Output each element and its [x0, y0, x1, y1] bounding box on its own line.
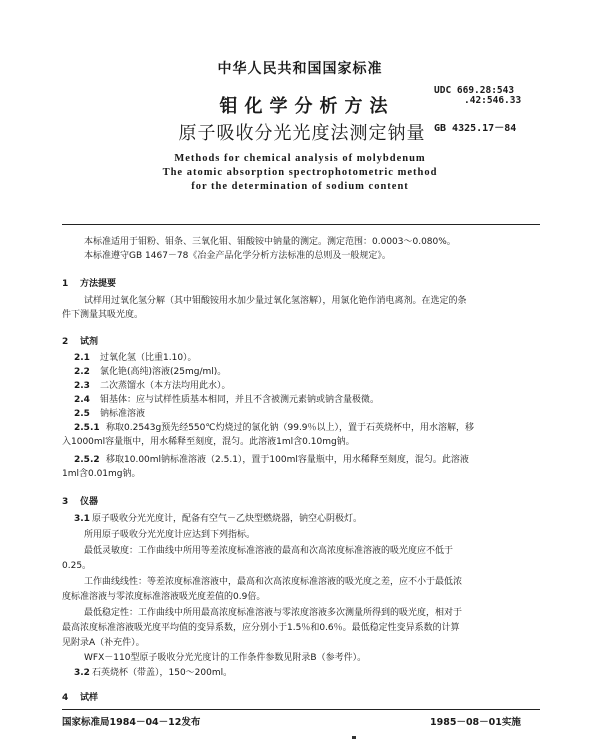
reagent-2-2-number: 2.2: [74, 367, 90, 377]
reagent-2-2: [74, 366, 226, 378]
section-1-number: 1: [62, 279, 69, 289]
sensitivity-line-2: 0.25。: [62, 561, 92, 571]
reagent-2-5-2-text-1: 移取10.00ml钠标准溶液（2.5.1），置于100ml容量瓶中，用水稀释至刻度，混匀。此溶液: [106, 455, 469, 465]
instrument-3-2-number: 3.2: [74, 668, 90, 678]
reagent-2-5-1-text-1: 称取0.2543g预先经550℃灼烧过的氯化钠（99.9％以上），置于石英烧杯中，用水溶解，移: [106, 423, 475, 433]
instrument-3-1-number: 3.1: [74, 514, 90, 524]
linearity-line-1: 工作曲线线性：等差浓度标准溶液中，最高和次高浓度标准溶液的吸光度之差，应不小于最低浓: [84, 577, 463, 587]
section-1-title: 方法提要: [80, 279, 117, 289]
bottom-divider: [62, 709, 540, 710]
instrument-spec-intro: 所用原子吸收分光光度计应达到下列指标。: [84, 530, 256, 540]
top-divider: [62, 224, 540, 225]
section-4-heading: [62, 690, 98, 703]
reagent-2-5-2-number: 2.5.2: [74, 455, 100, 465]
stability-line-2: 最高浓度标准溶液吸光度平均值的变异系数，应分别小于1.5％和0.6％。最低稳定性变异系数的计算: [62, 623, 460, 633]
reagent-2-5-1-line-2: 入1000ml容量瓶中，用水稀释至刻度，混匀。此溶液1ml含0.10mg钠。: [62, 437, 355, 447]
reagent-2-5-1-number: 2.5.1: [74, 423, 100, 433]
national-standard-header: 中华人民共和国国家标准: [217, 61, 383, 77]
reagent-2-3-text: 二次蒸馏水（本方法均用此水）。: [100, 381, 231, 391]
intro-scope: 本标准适用于钼粉、钼条、三氧化钼、钼酸铵中钠量的测定。测定范围：0.0003～0.080%。: [84, 237, 456, 247]
working-conditions-note: WFX－110型原子吸收分光光度计的工作条件参数见附录B（参考件）。: [84, 653, 367, 663]
reagent-2-4-number: 2.4: [74, 395, 90, 405]
reagent-2-5-1-line-1: [74, 422, 474, 434]
section-2-heading: [62, 334, 98, 347]
section-2-title: 试剂: [80, 337, 99, 347]
instrument-3-2: [74, 667, 232, 679]
section-4-title: 试样: [80, 693, 99, 703]
linearity-line-2: 度标准溶液与零浓度标准溶液吸光度差值的0.9倍。: [62, 592, 266, 602]
section-1-text-line-1: 试样用过氧化氢分解（其中钼酸铵用水加少量过氧化氢溶解），用氯化铯作消电离剂。在选定的条: [84, 296, 467, 306]
instrument-3-1-text: 原子吸收分光光度计，配备有空气－乙炔型燃烧器，钠空心阴极灯。: [92, 514, 363, 524]
reagent-2-5-number: 2.5: [74, 409, 90, 419]
reagent-2-2-text: 氯化铯(高纯)溶液(25mg/ml)。: [100, 367, 227, 377]
udc-line-2: .42:546.33: [464, 95, 522, 106]
stability-line-1: 最低稳定性：工作曲线中所用最高浓度标准溶液与零浓度溶液多次测量所得到的吸光度，相对于: [84, 608, 463, 618]
section-4-number: 4: [62, 693, 69, 703]
section-2-number: 2: [62, 337, 69, 347]
reagent-2-5-text: 钠标准溶液: [100, 409, 146, 419]
title-english-line-2: The atomic absorption spectrophotometric method: [162, 167, 438, 178]
reagent-2-3-number: 2.3: [74, 381, 90, 391]
reagent-2-5-2-line-2: 1ml含0.01mg钠。: [62, 469, 141, 479]
title-chinese-line-2: 原子吸收分光光度法测定钠量: [178, 123, 426, 144]
section-3-title: 仪器: [80, 497, 99, 507]
reagent-2-5-2-line-1: [74, 454, 469, 466]
reagent-2-5: [74, 408, 145, 420]
reagent-2-3: [74, 380, 231, 392]
title-chinese-line-1: 钼化学分析方法: [219, 96, 395, 117]
issue-date: 国家标准局1984－04－12发布: [62, 717, 201, 728]
reagent-2-4: [74, 394, 379, 406]
intro-compliance: 本标准遵守GB 1467－78《冶金产品化学分析方法标准的总则及一般规定》。: [84, 251, 391, 261]
section-3-heading: [62, 494, 98, 507]
udc-line-1: UDC 669.28:543: [434, 85, 515, 96]
title-english-line-1: Methods for chemical analysis of molybdenum: [174, 153, 426, 164]
reagent-2-1: [74, 352, 197, 364]
section-3-number: 3: [62, 497, 69, 507]
stability-line-3: 见附录A（补充件）。: [62, 638, 145, 648]
scan-artifact: [352, 736, 356, 739]
gb-number: GB 4325.17－84: [434, 123, 517, 134]
reagent-2-1-text: 过氧化氢（比重1.10）。: [100, 353, 197, 363]
instrument-3-2-text: 石英烧杯（带盖），150～200ml。: [92, 668, 233, 678]
effective-date: 1985－08－01实施: [430, 717, 521, 728]
reagent-2-4-text: 钼基体：应与试样性质基本相同，并且不含被测元素钠或钠含量极微。: [100, 395, 380, 405]
sensitivity-line-1: 最低灵敏度：工作曲线中所用等差浓度标准溶液的最高和次高浓度标准溶液的吸光度应不低于: [84, 546, 454, 556]
reagent-2-1-number: 2.1: [74, 353, 90, 363]
instrument-3-1: [74, 513, 362, 525]
section-1-text-line-2: 件下测量其吸光度。: [62, 310, 144, 320]
section-1-heading: [62, 276, 116, 289]
title-english-line-3: for the determination of sodium content: [191, 181, 409, 192]
